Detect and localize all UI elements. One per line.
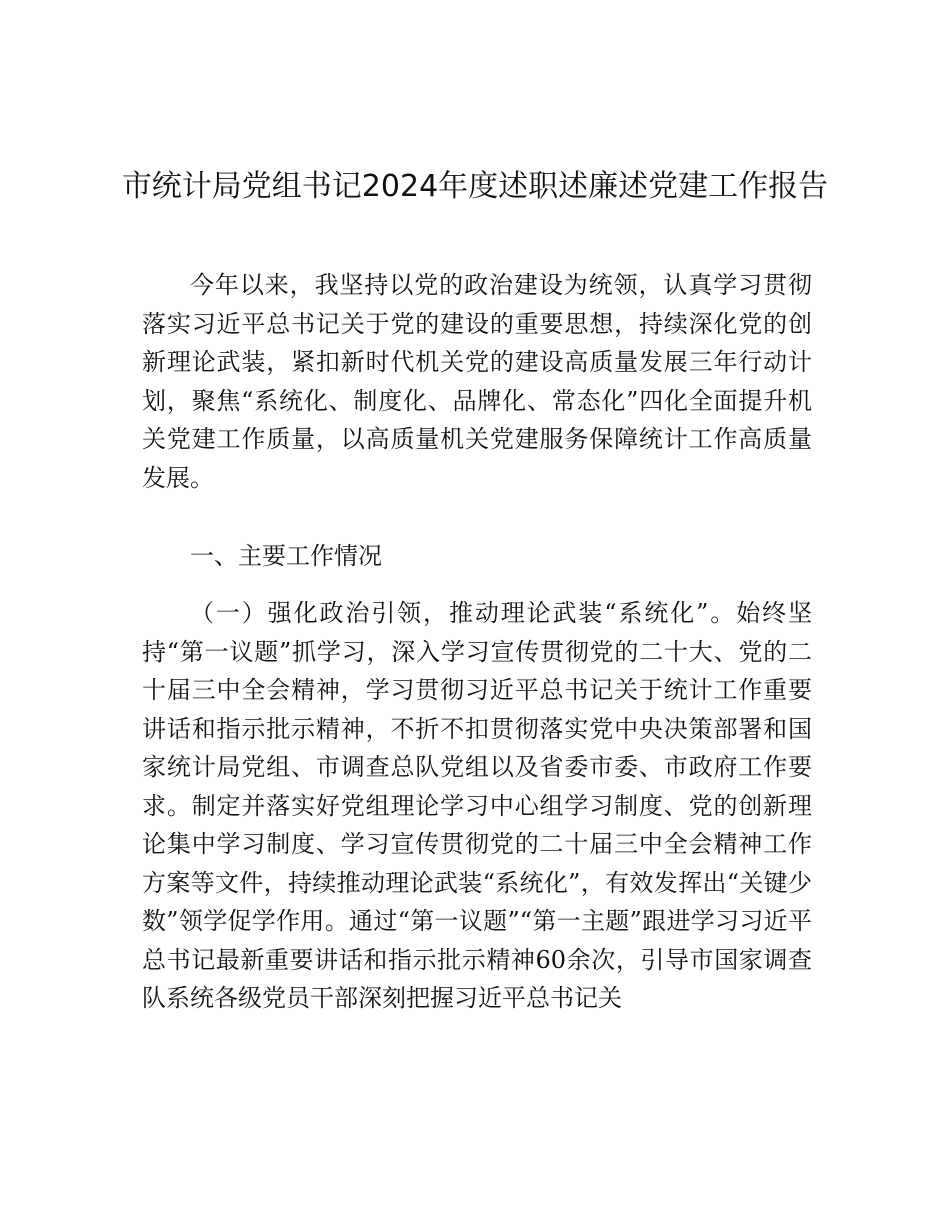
document-title: 市统计局党组书记2024年度述职述廉述党建工作报告 — [121, 169, 829, 204]
intro-paragraph: 今年以来，我坚持以党的政治建设为统领，认真学习贯彻落实习近平总书记关于党的建设的重要思想，持续深化党的创新理论武装，紧扣新时代机关党的建设高质量发展三年行动计划，聚焦“系统化、制度化、品牌化、常态化”四化全面提升机关党建工作质量，以高质量机关党建服务保障统计工作高质量发展。 — [142, 271, 812, 492]
section-heading: 一、主要工作情况 — [190, 542, 382, 570]
section-1-paragraph: （一）强化政治引领，推动理论武装“系统化”。始终坚持“第一议题”抓学习，深入学习宣传贯彻党的二十大、党的二十届三中全会精神，学习贯彻习近平总书记关于统计工作重要讲话和指示批示精神，不折不扣贯彻落实党中央决策部署和国家统计局党组、市调查总队党组以及省委市委、市政府工作要求。制定并落实好党组理论学习中心组学习制度、党的创新理论集中学习制度、学习宣传贯彻党的二十届三中全会精神工作方案等文件，持续推动理论武装“系统化”，有效发挥出“关键少数”领学促学作用。通过“第一议题”“第一主题”跟进学习习近平总书记最新重要讲话和指示批示精神60余次，引导市国家调查队系统各级党员干部深刻把握习近平总书记关 — [142, 599, 812, 1012]
